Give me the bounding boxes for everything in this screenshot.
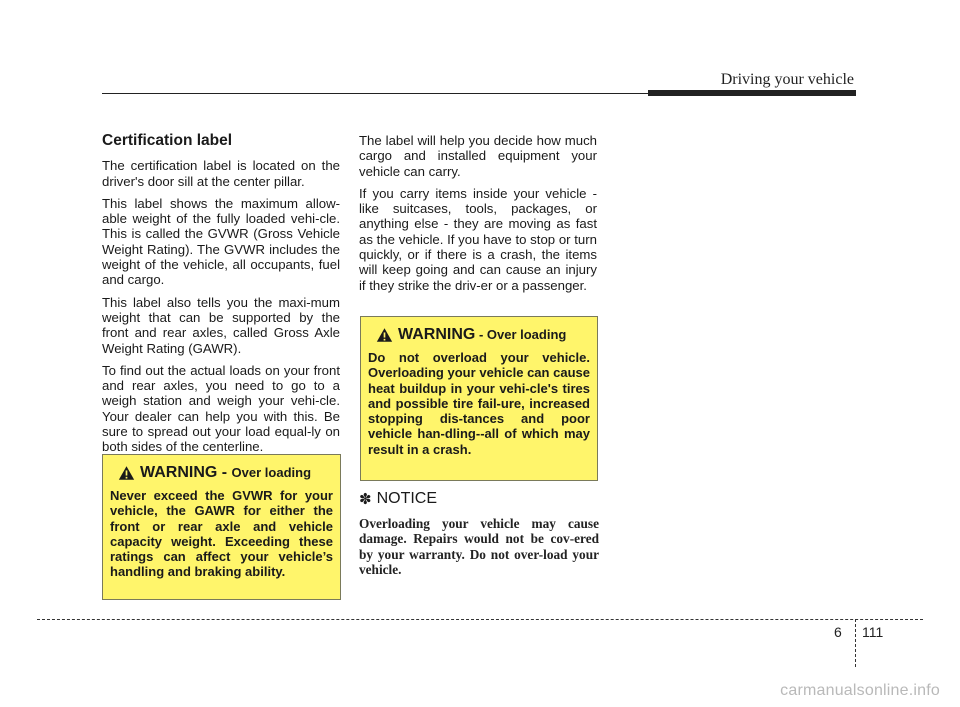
footer-vertical-dash [855, 619, 856, 667]
warning-body: Do not overload your vehicle. Overloading your vehicle can cause heat buildup in your vehi-cle's tires and possible tire fail-ure, increased stopping dis-tances and poor vehicle han-dling--all of which may result in a crash. [368, 350, 590, 457]
warning-box-overload [360, 316, 598, 481]
header-title: Driving your vehicle [720, 71, 854, 88]
warning-triangle-icon [118, 465, 135, 481]
chapter-number: 6 [834, 624, 842, 640]
warning-title [140, 464, 311, 482]
paragraph: This label shows the maximum allow-able weight of the fully loaded vehi-cle. This is called the GVWR (Gross Vehicle Weight Rating). The GVWR includes the weight of the vehicle, all occupants, fuel and cargo. [102, 195, 340, 288]
header-bar [648, 90, 856, 96]
paragraph: This label also tells you the maxi-mum weight that can be supported by the front and rear axles, called Gross Axle Weight Rating (GAWR). [102, 294, 340, 356]
notice-heading-label: NOTICE [376, 490, 438, 507]
warning-subtitle: Over loading [231, 465, 312, 480]
warning-title-label: WARNING - [140, 464, 232, 481]
notice-heading [359, 490, 599, 508]
warning-body: Never exceed the GVWR for your vehicle, the GAWR for either the front or rear axle and vehicle capacity weight. Exceeding these ratings can affect your vehicle’s handling and braking ability. [110, 488, 333, 580]
paragraph: If you carry items inside your vehicle - like suitcases, tools, packages, or anything else - they are moving as fast as the vehicle. If you have to stop or turn quickly, or if there is a crash, the items will keep going and can cause an injury if they strike the driv-er or a passenger. [359, 185, 597, 293]
section-heading: Certification label [102, 132, 233, 149]
notice-section [359, 490, 599, 577]
warning-title-label: WARNING [398, 326, 476, 343]
notice-body: Overloading your vehicle may cause damage. Repairs would not be cov-ered by your warranty. Do not over-load your vehicle. [359, 516, 599, 577]
notice-mark-icon: ✽ [359, 491, 372, 508]
footer-dashed-rule [37, 619, 923, 620]
middle-column [359, 133, 597, 300]
paragraph: To find out the actual loads on your front and rear axles, you need to go to a weigh station and weigh your vehi-cle. Your dealer can help you with this. Be sure to spread out your load equal-ly on both sides of the centerline. [102, 362, 340, 455]
paragraph: The certification label is located on the driver's door sill at the center pillar. [102, 158, 340, 189]
watermark: carmanualsonline.info [780, 682, 940, 699]
warning-box-gvwr [102, 454, 341, 600]
warning-subtitle: - Over loading [475, 327, 567, 342]
header-rule [102, 93, 648, 94]
warning-triangle-icon [376, 327, 393, 343]
page-number: 111 [862, 624, 884, 640]
paragraph: The label will help you decide how much cargo and installed equipment your vehicle can carry. [359, 133, 597, 179]
warning-title [398, 326, 566, 344]
warning-header [376, 326, 590, 344]
warning-header [118, 464, 333, 482]
left-column [102, 133, 340, 462]
